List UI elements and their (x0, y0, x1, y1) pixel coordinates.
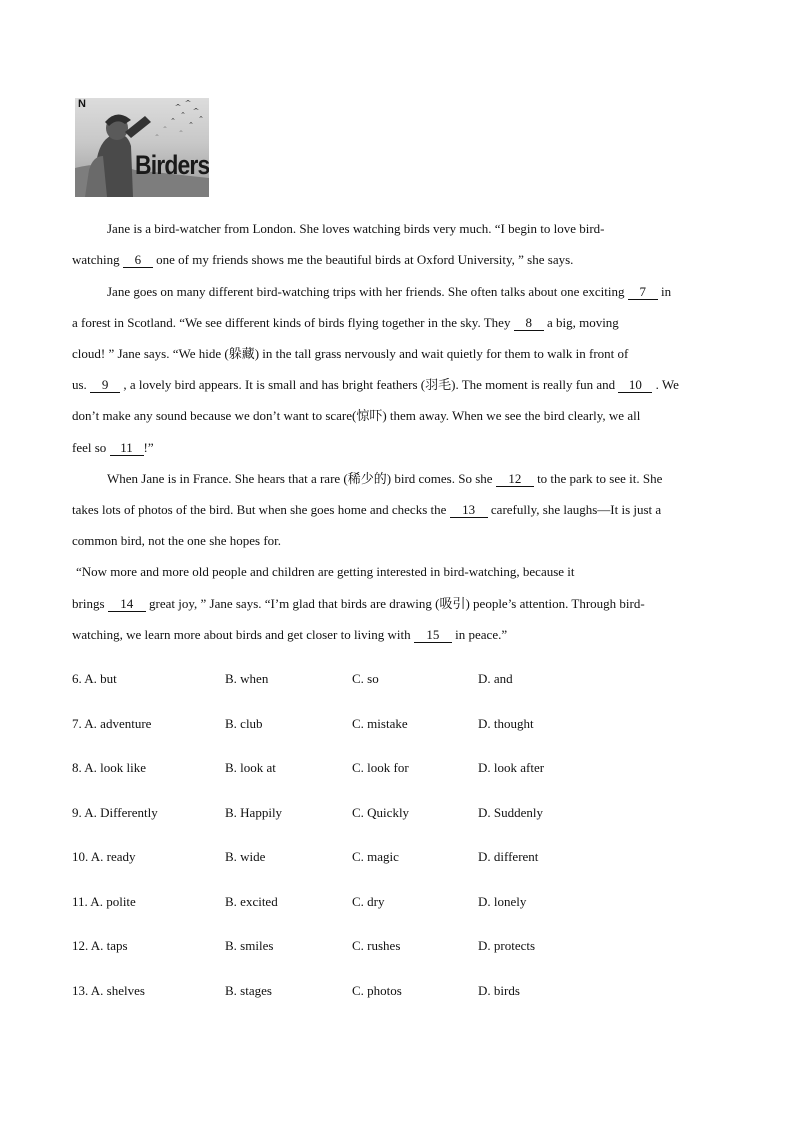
option-a[interactable]: adventure (100, 716, 152, 731)
blank-11[interactable]: 11 (110, 441, 144, 456)
passage-line-13 (72, 596, 645, 612)
birders-photo (75, 98, 209, 197)
passage-text: !” (143, 440, 154, 455)
question-number: 13. A. (72, 983, 104, 998)
question-9 (72, 805, 158, 821)
question-10 (72, 849, 136, 865)
passage-text: common bird, not the one she hopes for. (72, 533, 282, 548)
passage-line-14 (72, 627, 507, 643)
option-d[interactable]: D. and (478, 671, 513, 686)
passage-text: “Now more and more old people and children are getting interested in bird-watching, because it (76, 564, 575, 579)
question-number: 11. A. (72, 894, 103, 909)
passage-text: cloud! ” Jane says. “We hide (躲藏) in the tall grass nervously and wait quietly for them to walk in front of (72, 346, 629, 361)
passage-text: brings (72, 596, 108, 611)
option-d[interactable]: D. protects (478, 938, 536, 953)
photo-corner-letter: N (78, 98, 86, 110)
passage-line-8 (72, 440, 154, 456)
blank-12[interactable]: 12 (496, 472, 534, 487)
option-c[interactable]: C. look for (352, 760, 409, 775)
option-a[interactable]: Differently (100, 805, 158, 820)
passage-line-1 (107, 221, 604, 237)
question-12 (72, 938, 128, 954)
blank-14[interactable]: 14 (108, 597, 146, 612)
option-d[interactable]: D. lonely (478, 894, 527, 909)
blank-7[interactable]: 7 (628, 285, 658, 300)
passage-text: great joy, ” Jane says. “I’m glad that birds are drawing (吸引) people’s attention. Through bird- (145, 596, 645, 611)
passage-line-11 (72, 533, 281, 549)
passage-text: watching, we learn more about birds and get closer to living with (72, 627, 414, 642)
option-c[interactable]: C. rushes (352, 938, 401, 953)
passage-text: takes lots of photos of the bird. But when she goes home and checks the (72, 502, 450, 517)
passage-line-3 (107, 284, 671, 300)
passage-line-2 (72, 252, 573, 268)
passage-line-9 (107, 471, 662, 487)
question-8 (72, 760, 146, 776)
option-d[interactable]: D. different (478, 849, 539, 864)
blank-15[interactable]: 15 (414, 628, 452, 643)
photo-title: Birders (135, 150, 209, 180)
blank-10[interactable]: 10 (618, 378, 652, 393)
question-number: 10. A. (72, 849, 104, 864)
passage-text: one of my friends shows me the beautiful birds at Oxford University, ” she says. (152, 252, 574, 267)
option-c[interactable]: C. mistake (352, 716, 408, 731)
passage-text: . We (652, 377, 679, 392)
option-b[interactable]: B. Happily (225, 805, 283, 820)
option-b[interactable]: B. look at (225, 760, 276, 775)
question-number: 9. A. (72, 805, 97, 820)
blank-9[interactable]: 9 (90, 378, 120, 393)
option-a[interactable]: shelves (106, 983, 145, 998)
option-a[interactable]: but (100, 671, 117, 686)
question-number: 6. A. (72, 671, 97, 686)
passage-text: in (657, 284, 672, 299)
blank-8[interactable]: 8 (514, 316, 544, 331)
passage-text: don’t make any sound because we don’t want to scare(惊吓) them away. When we see the bird clearly, we all (72, 408, 641, 423)
option-d[interactable]: D. Suddenly (478, 805, 543, 820)
option-c[interactable]: C. magic (352, 849, 399, 864)
passage-text: us. (72, 377, 91, 392)
passage-text: to the park to see it. She (533, 471, 663, 486)
passage-text: a big, moving (543, 315, 619, 330)
option-d[interactable]: D. look after (478, 760, 545, 775)
passage-line-12 (76, 564, 575, 580)
passage-text: Jane goes on many different bird-watching trips with her friends. She often talks about one exciting (107, 284, 628, 299)
option-b[interactable]: B. club (225, 716, 263, 731)
passage-text: , a lovely bird appears. It is small and has bright feathers (羽毛). The moment is really fun and (120, 377, 619, 392)
question-7 (72, 716, 151, 732)
passage-text: Jane is a bird-watcher from London. She loves watching birds very much. “I begin to love bird- (107, 221, 605, 236)
passage-line-6 (72, 377, 679, 393)
passage-text: a forest in Scotland. “We see different kinds of birds flying together in the sky. They (72, 315, 514, 330)
option-a[interactable]: look like (100, 760, 147, 775)
passage-text: carefully, she laughs—It is just a (487, 502, 662, 517)
option-b[interactable]: B. wide (225, 849, 266, 864)
passage-line-10 (72, 502, 661, 518)
question-11 (72, 894, 136, 910)
option-b[interactable]: B. excited (225, 894, 278, 909)
option-b[interactable]: B. stages (225, 983, 272, 998)
option-a[interactable]: taps (106, 938, 128, 953)
option-a[interactable]: polite (106, 894, 136, 909)
passage-text: in peace.” (451, 627, 508, 642)
question-number: 7. A. (72, 716, 97, 731)
option-d[interactable]: D. birds (478, 983, 520, 998)
passage-text: feel so (72, 440, 110, 455)
question-number: 12. A. (72, 938, 104, 953)
birders-photo-illustration (75, 98, 209, 197)
question-13 (72, 983, 145, 999)
passage-text: watching (72, 252, 123, 267)
blank-6[interactable]: 6 (123, 253, 153, 268)
option-c[interactable]: C. photos (352, 983, 402, 998)
passage-text: When Jane is in France. She hears that a rare (稀少的) bird comes. So she (107, 471, 496, 486)
option-c[interactable]: C. so (352, 671, 379, 686)
question-number: 8. A. (72, 760, 97, 775)
passage-line-4 (72, 315, 619, 331)
option-d[interactable]: D. thought (478, 716, 534, 731)
option-a[interactable]: ready (106, 849, 136, 864)
option-b[interactable]: B. smiles (225, 938, 274, 953)
blank-13[interactable]: 13 (450, 503, 488, 518)
passage-line-5 (72, 346, 628, 362)
option-c[interactable]: C. Quickly (352, 805, 410, 820)
option-b[interactable]: B. when (225, 671, 269, 686)
question-6 (72, 671, 117, 687)
option-c[interactable]: C. dry (352, 894, 385, 909)
passage-line-7 (72, 408, 640, 424)
